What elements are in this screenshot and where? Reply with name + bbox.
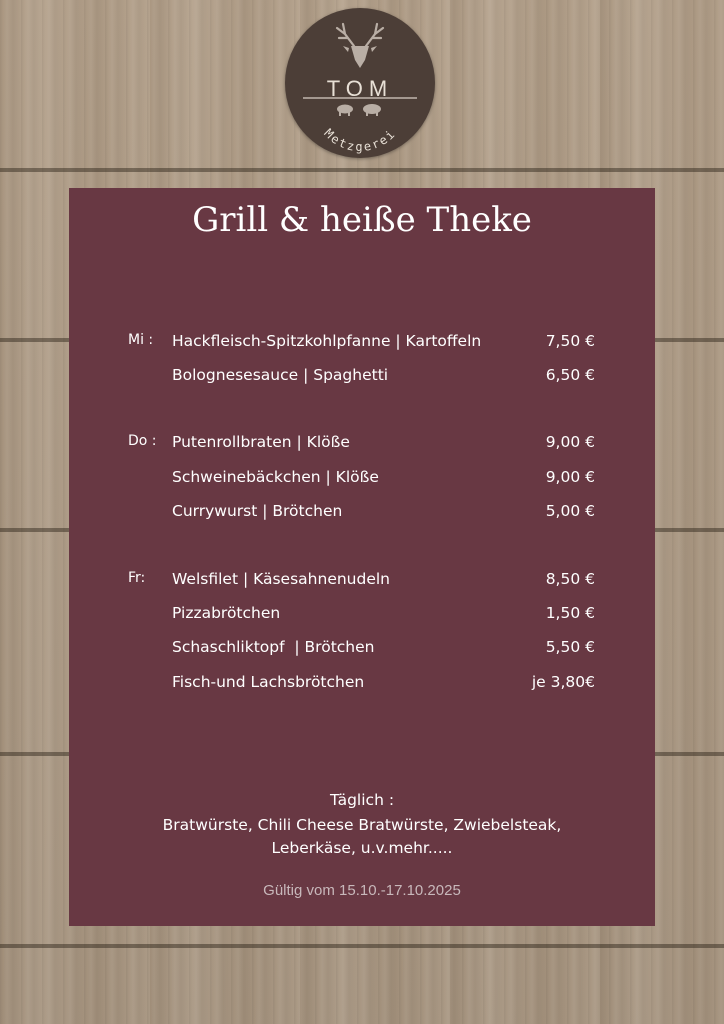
menu-row: [69, 433, 655, 457]
dish-price: 7,50 €: [545, 332, 595, 350]
dish-name: Putenrollbraten | Klöße: [172, 433, 350, 451]
dish-price: 9,00 €: [545, 433, 595, 451]
menu-row: [69, 366, 655, 390]
menu-panel: [69, 188, 655, 926]
menu-title: Grill & heiße Theke: [192, 200, 532, 240]
dish-name: Pizzabrötchen: [172, 604, 281, 622]
validity-note: Gültig vom 15.10.-17.10.2025: [263, 882, 461, 899]
dish-price: 5,50 €: [545, 638, 595, 656]
dish-price: je 3,80€: [531, 673, 595, 691]
menu-row: [69, 502, 655, 526]
daily-heading: Täglich :: [329, 791, 395, 809]
dish-price: 9,00 €: [545, 468, 595, 486]
dish-name: Bolognesesauce | Spaghetti: [172, 366, 389, 384]
dish-price: 8,50 €: [545, 570, 595, 588]
brand-logo: [285, 8, 435, 158]
dish-price: 5,00 €: [545, 502, 595, 520]
daily-line-2: Leberkäse, u.v.mehr.....: [271, 839, 453, 857]
wood-seam: [0, 944, 724, 948]
menu-row: [69, 570, 655, 594]
dish-price: 6,50 €: [545, 366, 595, 384]
dish-name: Currywurst | Brötchen: [172, 502, 343, 520]
menu-row: [69, 332, 655, 356]
dish-name: Welsfilet | Käsesahnenudeln: [172, 570, 391, 588]
dish-name: Schaschliktopf | Brötchen: [172, 638, 375, 656]
dish-name: Fisch-und Lachsbrötchen: [172, 673, 365, 691]
dish-name: Schweinebäckchen | Klöße: [172, 468, 379, 486]
logo-arc-text: Metzgerei: [321, 126, 399, 154]
wood-seam: [0, 168, 724, 172]
daily-line-1: Bratwürste, Chili Cheese Bratwürste, Zwiebelsteak,: [162, 816, 562, 834]
logo-name: TOM: [326, 76, 394, 101]
day-label: Fr:: [128, 570, 146, 586]
menu-row: [69, 604, 655, 628]
dish-price: 1,50 €: [545, 604, 595, 622]
menu-row: [69, 673, 655, 697]
menu-row: [69, 468, 655, 492]
dish-name: Hackfleisch-Spitzkohlpfanne | Kartoffeln: [172, 332, 482, 350]
day-label: Mi :: [128, 332, 154, 348]
menu-row: [69, 638, 655, 662]
svg-text:Metzgerei: [321, 126, 398, 154]
day-label: Do :: [128, 433, 157, 449]
